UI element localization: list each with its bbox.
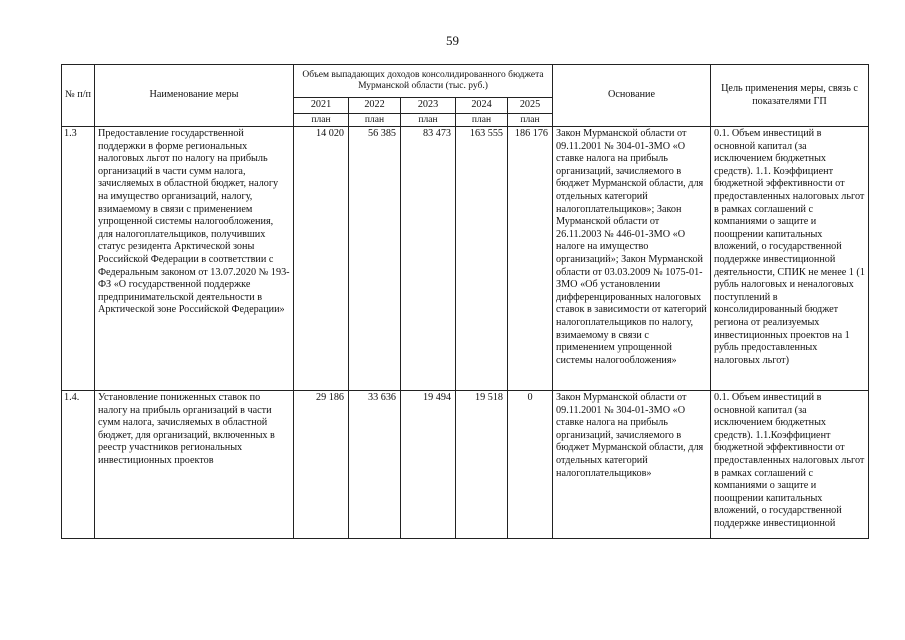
basis-cell: Закон Мурманской области от 09.11.2001 № 304-01-ЗМО «О ставке налога на прибыль организаций, зачисляемого в бюджет Мурманской области, для отдельных категорий налогоплательщиков»; Закон Мурманской области от 26.11.2003 № 446-01-ЗМО «О налоге на имущество организаций»; Закон Мурманской области от 03.03.2009 № 1075-01-ЗМО «Об установлении дифференцированных налоговых ставок в зависимости от категорий налогоплательщиков по налогу, взимаемому в связи с применением упрощенной системы налогообложения» — [553, 127, 711, 391]
goal-cell: 0.1. Объем инвестиций в основной капитал (за исключением бюджетных средств). 1.1.Коэффициент бюджетной эффективности от предоставленных налоговых льгот в рамках соглашений с компаниями о защите и поощрении капитальных вложений, о государственной поддержке инвестиционной — [711, 391, 869, 539]
value-cell: 163 555 — [456, 127, 508, 391]
header-year: 2023 — [401, 98, 456, 114]
header-year: 2025 — [508, 98, 553, 114]
page-number: 59 — [446, 33, 459, 48]
header-year: 2021 — [294, 98, 349, 114]
header-year: 2022 — [349, 98, 401, 114]
header-basis: Основание — [553, 65, 711, 127]
header-volume: Объем выпадающих доходов консолидированного бюджета Мурманской области (тыс. руб.) — [294, 65, 553, 98]
measure-name: Установление пониженных ставок по налогу на прибыль организаций в части сумм налога, зачисляемых в областной бюджет, для организаций, включенных в реестр участников региональных инвестиционных проектов — [95, 391, 294, 539]
value-cell: 33 636 — [349, 391, 401, 539]
row-number: 1.4. — [62, 391, 95, 539]
header-plan: план — [294, 114, 349, 127]
value-cell: 29 186 — [294, 391, 349, 539]
header-plan: план — [508, 114, 553, 127]
header-goal: Цель применения меры, связь с показателями ГП — [711, 65, 869, 127]
basis-cell: Закон Мурманской области от 09.11.2001 № 304-01-ЗМО «О ставке налога на прибыль организаций, зачисляемого в бюджет Мурманской области, для отдельных категорий налогоплательщиков» — [553, 391, 711, 539]
measures-table — [61, 64, 869, 539]
value-cell: 14 020 — [294, 127, 349, 391]
value-cell: 19 494 — [401, 391, 456, 539]
value-cell: 56 385 — [349, 127, 401, 391]
measure-name: Предоставление государственной поддержки в форме региональных налоговых льгот по налогу на прибыль организаций в части сумм налога, зачисляемых в областной бюджет, налогу на имущество организаций, налогу, взимаемому в связи с применением упрощенной системы налогообложения, для налогоплательщиков, получивших статус резидента Арктической зоны Российской Федерации в соответствии с Федеральным законом от 13.07.2020 № 193-ФЗ «О государственной поддержке предпринимательской деятельности в Арктической зоне Российской Федерации» — [95, 127, 294, 391]
header-name: Наименование меры — [95, 65, 294, 127]
header-plan: план — [456, 114, 508, 127]
header-plan: план — [349, 114, 401, 127]
table-row — [62, 391, 869, 539]
table-row — [62, 127, 869, 391]
row-number: 1.3 — [62, 127, 95, 391]
header-row-1 — [62, 65, 869, 98]
goal-cell: 0.1. Объем инвестиций в основной капитал (за исключением бюджетных средств). 1.1. Коэффициент бюджетной эффективности от предоставленных налоговых льгот в рамках соглашений с компаниями о защите и поощрении капитальных вложений, о государственной поддержке инвестиционной деятельности, СПИК не менее 1 (1 рубль налоговых и неналоговых поступлений в консолидированный бюджет региона от реализуемых инвестиционных проектов на 1 рубль предоставленных налоговых льгот) — [711, 127, 869, 391]
value-cell: 19 518 — [456, 391, 508, 539]
header-plan: план — [401, 114, 456, 127]
header-no: № п/п — [62, 65, 95, 127]
header-year: 2024 — [456, 98, 508, 114]
value-cell: 83 473 — [401, 127, 456, 391]
value-cell: 0 — [508, 391, 553, 539]
value-cell: 186 176 — [508, 127, 553, 391]
